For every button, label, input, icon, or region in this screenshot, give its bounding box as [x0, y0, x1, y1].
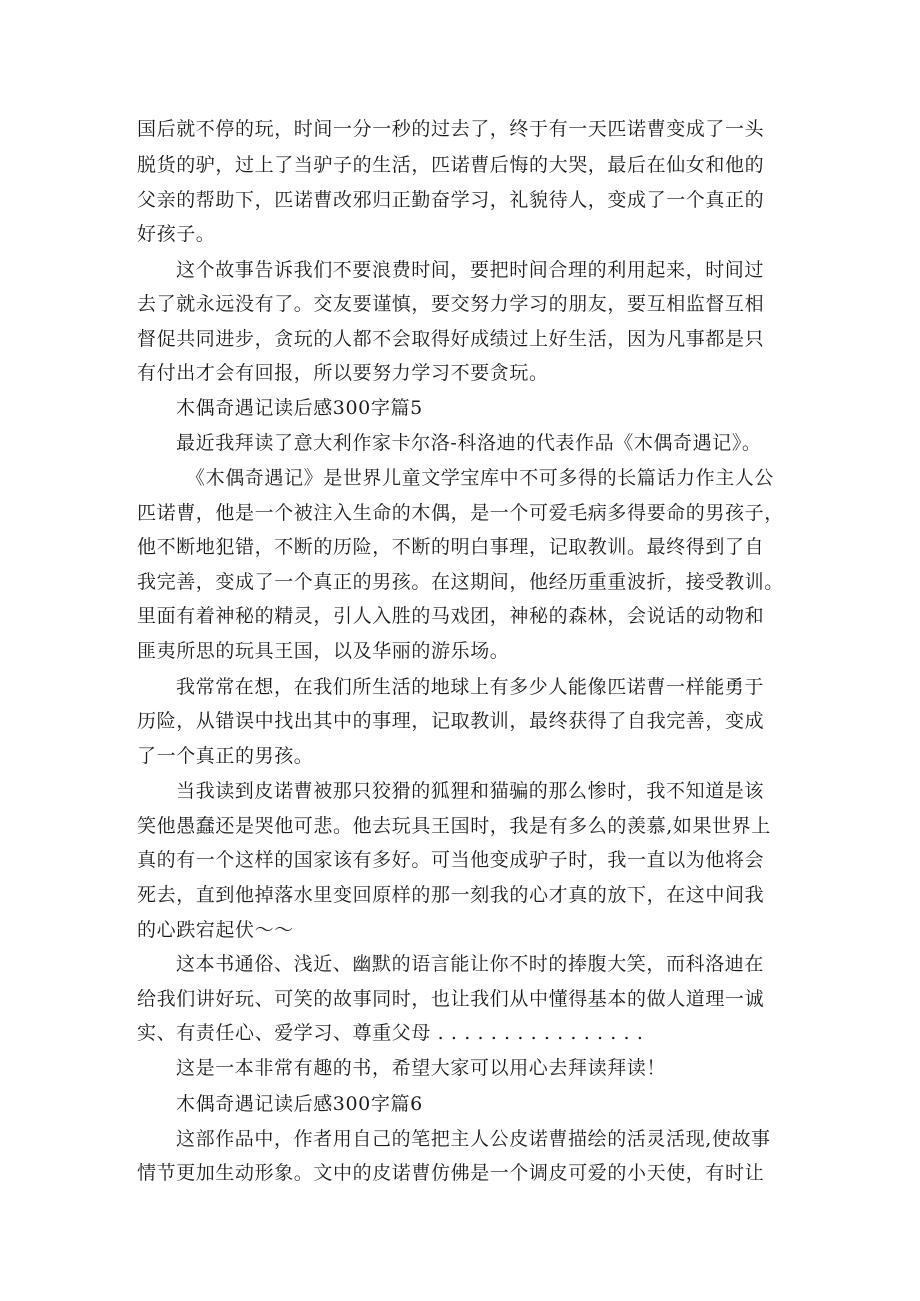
- text-line: 匪夷所思的玩具王国，以及华丽的游乐场。: [137, 640, 510, 662]
- text-line: 《木偶奇遇记》是世界儿童文学宝库中不可多得的长篇话力作主人公: [186, 467, 775, 489]
- text-line: 给我们讲好玩、可笑的故事同时，也让我们从中懂得基本的做人道理一诚: [137, 988, 765, 1010]
- text-line: 笑他愚蠢还是哭他可悲。他去玩具王国时，我是有多么的羡慕,如果世界上: [137, 815, 771, 837]
- text-line: 我完善，变成了一个真正的男孩。在这期间，他经历重重波折，接受教训。: [137, 571, 784, 593]
- text-line: 我常常在想，在我们所生活的地球上有多少人能像匹诺曹一样能勇于: [176, 676, 765, 698]
- section-heading: 木偶奇遇记读后感300字篇5: [176, 397, 423, 419]
- text-line: 情节更加生动形象。文中的皮诺曹仿佛是一个调皮可爱的小天使，有时让: [137, 1162, 765, 1184]
- text-line: 好孩子。: [137, 223, 216, 245]
- text-line: 他不断地犯错，不断的历险，不断的明白事理，记取教训。最终得到了自: [137, 536, 765, 558]
- text-line: 有付出才会有回报，所以要努力学习不要贪玩。: [137, 362, 549, 384]
- text-line: 这部作品中，作者用自己的笔把主人公皮诺曹描绘的活灵活现,使故事: [176, 1128, 771, 1150]
- text-line: 当我读到皮诺曹被那只狡猾的狐狸和猫骗的那么惨时，我不知道是该: [176, 780, 765, 802]
- text-line: 历险，从错误中找出其中的事理，记取教训，最终获得了自我完善，变成: [137, 710, 765, 732]
- text-line: 督促共同进步，贪玩的人都不会取得好成绩过上好生活，因为凡事都是只: [137, 328, 765, 350]
- text-line: 真的有一个这样的国家该有多好。可当他变成驴子时，我一直以为他将会: [137, 849, 765, 871]
- text-line: 这本书通俗、浅近、幽默的语言能让你不时的捧腹大笑，而科洛迪在: [176, 953, 765, 975]
- section-heading: 木偶奇遇记读后感300字篇6: [176, 1093, 423, 1115]
- text-line: 父亲的帮助下，匹诺曹改邪归正勤奋学习，礼貌待人，变成了一个真正的: [137, 189, 765, 211]
- text-line: 匹诺曹，他是一个被注入生命的木偶，是一个可爱毛病多得要命的男孩子，: [137, 502, 784, 524]
- text-line: 实、有责任心、爱学习、尊重父母 . . . . . . . . . . . . . . . .: [137, 1022, 644, 1044]
- text-line: 去了就永远没有了。交友要谨慎，要交努力学习的朋友，要互相监督互相: [137, 293, 765, 315]
- text-line: 的心跌宕起伏～～: [137, 919, 294, 941]
- text-line: 国后就不停的玩，时间一分一秒的过去了，终于有一天匹诺曹变成了一头: [137, 118, 765, 140]
- text-line: 这是一本非常有趣的书，希望大家可以用心去拜读拜读！: [176, 1057, 667, 1079]
- text-line: 最近我拜读了意大利作家卡尔洛-科洛迪的代表作品《木偶奇遇记》。: [176, 432, 762, 454]
- text-line: 了一个真正的男孩。: [137, 745, 314, 767]
- text-line: 脱货的驴，过上了当驴子的生活，匹诺曹后悔的大哭，最后在仙女和他的: [137, 154, 765, 176]
- text-line: 这个故事告诉我们不要浪费时间，要把时间合理的利用起来，时间过: [176, 259, 765, 281]
- text-line: 死去，直到他掉落水里变回原样的那一刻我的心才真的放下，在这中间我: [137, 884, 765, 906]
- text-line: 里面有着神秘的精灵，引人入胜的马戏团，神秘的森林，会说话的动物和: [137, 605, 765, 627]
